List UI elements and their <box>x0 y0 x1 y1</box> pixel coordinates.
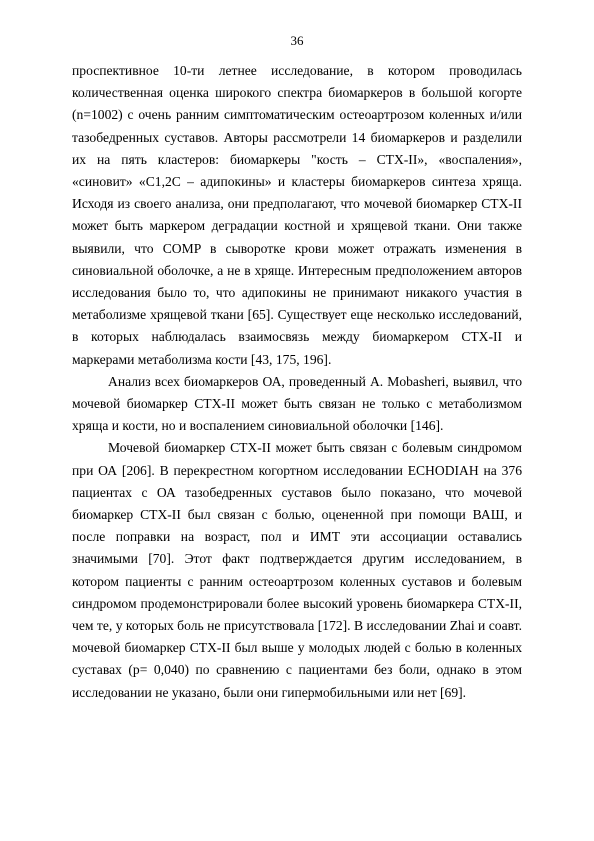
paragraph: проспективное 10-ти летнее исследование, в котором проводилась количественная оценка широкого спектра биомаркеров в большой когорте (n=1002) с очень ранним симптоматическим остеоартрозом коленных и/или тазобедренных суставов. Авторы рассмотрели 14 биомаркеров и разделили их на пять кластеров: биомаркеры "кость – СТХ-II», «воспаления», «синовит» «С1,2С – адипокины» и кластеры биомаркеров синтеза хряща. Исходя из своего анализа, они предполагают, что мочевой биомаркер СТХ-II может быть маркером деградации костной и хрящевой ткани. Они также выявили, что COMP в сыворотке крови может отражать изменения в синовиальной оболочке, а не в хряще. Интересным предположением авторов исследования было то, что адипокины не принимают никакого участия в метаболизме хрящевой ткани [65]. Существует еще несколько исследований, в которых наблюдалась взаимосвязь между биомаркером СТХ-II и маркерами метаболизма кости [43, 175, 196]. <box>72 63 522 367</box>
paragraph: Анализ всех биомаркеров ОА, проведенный A. Mobasheri, выявил, что мочевой биомаркер СТХ-II может быть связан не только с метаболизмом хряща и кости, но и воспалением синовиальной оболочки [146]. <box>72 373 522 434</box>
body-text <box>72 60 522 704</box>
page-number: 36 <box>290 33 304 48</box>
paragraph: Мочевой биомаркер СТХ-II может быть связан с болевым синдромом при ОА [206]. В перекрестном когортном исследовании ECHODIAH на 376 пациентах с ОА тазобедренных суставов было показано, что мочевой биомаркер СТХ-II был связан с болью, оцененной при помощи ВАШ, и после поправки на возраст, пол и ИМТ эти ассоциации оставались значимыми [70]. Этот факт подтверждается другим исследованием, в котором пациенты с ранним остеоартрозом коленных суставов и болевым синдромом продемонстрировали более высокий уровень биомаркера СТХ-II, чем те, у которых боль не присутствовала [172]. В исследовании Zhai и соавт. мочевой биомаркер СТХ-II был выше у молодых людей с болью в коленных суставах (р= 0,040) по сравнению с пациентами без боли, однако в этом исследовании не указано, были они гипермобильными или нет [69]. <box>72 440 522 700</box>
